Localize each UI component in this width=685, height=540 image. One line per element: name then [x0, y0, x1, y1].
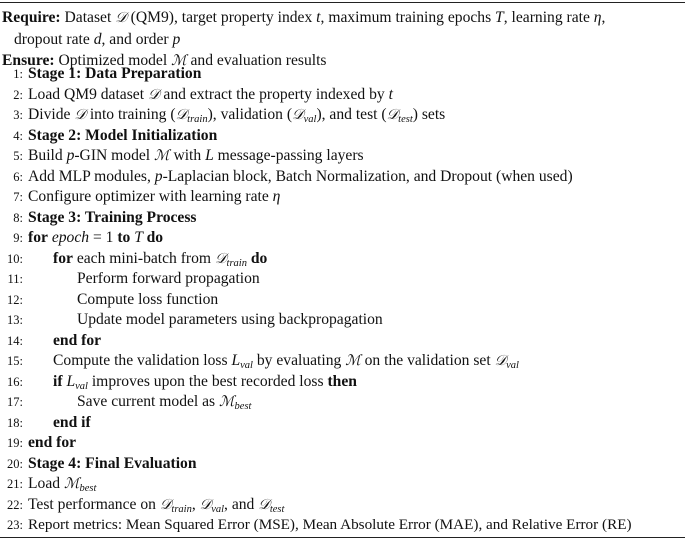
line-number: 13:: [7, 313, 23, 327]
ensure-text: Optimized model: [58, 52, 172, 69]
step-line: [0, 413, 685, 434]
line-number: 20:: [7, 456, 23, 471]
step-text: for each mini-batch from 𝒟$_{train}$ do: [53, 249, 268, 269]
step-line: [0, 228, 685, 249]
line-number: 3:: [13, 108, 23, 122]
step-text: Configure optimizer with learning rate η: [28, 188, 281, 205]
step-line: [0, 454, 685, 475]
order-symbol: p: [172, 31, 181, 48]
line-number: 12:: [7, 292, 23, 307]
step-text: Load QM9 dataset 𝒟 and extract the property indexed by t: [28, 85, 393, 103]
ensure-label: Ensure:: [2, 52, 55, 69]
step-line: [0, 290, 685, 311]
step-line: [0, 269, 685, 290]
bottom-rule: [0, 537, 685, 538]
line-number: 5:: [13, 149, 23, 163]
ensure-text: and evaluation results: [186, 52, 327, 69]
step-line: [0, 495, 685, 516]
step-text: Compute the validation loss $L_{val}$ by evaluating ℳ on the validation set 𝒟$_{val}$: [53, 352, 519, 371]
step-text: Build p-GIN model ℳ with L message-passing layers: [28, 147, 364, 164]
target-index-symbol: t: [316, 9, 321, 26]
keyword-end-if: end if: [53, 413, 91, 431]
epochs-symbol: T: [495, 9, 504, 26]
stage-heading: Stage 3: Training Process: [28, 208, 197, 226]
step-line: [0, 208, 685, 229]
step-line: [0, 249, 685, 270]
line-number: 9:: [13, 231, 23, 245]
step-text: Update model parameters using backpropagation: [77, 311, 383, 328]
stage-heading: Stage 2: Model Initialization: [28, 126, 218, 144]
step-text: Perform forward propagation: [77, 270, 260, 287]
line-number: 8:: [13, 210, 23, 225]
dropout-symbol: d: [93, 31, 102, 48]
stage-heading: Stage 4: Final Evaluation: [28, 454, 197, 472]
line-number: 19:: [7, 436, 23, 450]
line-number: 14:: [7, 333, 23, 348]
line-number: 1:: [13, 67, 23, 81]
line-number: 15:: [7, 354, 23, 368]
line-number: 22:: [7, 497, 23, 512]
step-text: Compute loss function: [77, 290, 219, 308]
step-line: [0, 187, 685, 208]
require-text: , and order: [101, 31, 173, 48]
dataset-symbol: 𝒟: [115, 10, 127, 26]
require-line-2: [2, 29, 682, 50]
step-line: [0, 392, 685, 413]
require-text: (QM9), target property index: [126, 9, 317, 26]
step-text: Test performance on 𝒟$_{train}$, 𝒟$_{val}$, and 𝒟$_{test}$: [28, 495, 285, 515]
step-line: [0, 85, 685, 106]
step-text: Load ℳ$_{best}$: [28, 475, 97, 494]
line-number: 18:: [7, 415, 23, 430]
step-line: [0, 126, 685, 147]
keyword-end-for: end for: [53, 331, 102, 349]
stage-heading: Stage 1: Data Preparation: [28, 65, 202, 82]
step-text: if $L_{val}$ improves upon the best recorded loss then: [53, 372, 357, 392]
keyword-end-for: end for: [28, 434, 77, 451]
line-number: 17:: [7, 395, 23, 409]
step-text: Save current model as ℳ$_{best}$: [77, 393, 252, 412]
step-line: [0, 474, 685, 495]
require-text: , learning rate: [503, 9, 594, 26]
step-text: for epoch = 1 to T do: [28, 229, 164, 246]
require-text: ,: [601, 9, 606, 26]
line-number: 4:: [13, 128, 23, 143]
step-text: Report metrics: Mean Squared Error (MSE), Mean Absolute Error (MAE), and Relative Error (RE): [28, 516, 632, 533]
line-number: 11:: [7, 272, 23, 286]
line-number: 16:: [7, 374, 23, 389]
step-line: [0, 105, 685, 126]
line-number: 7:: [13, 190, 23, 204]
step-line: [0, 351, 685, 372]
algorithm-steps: [0, 64, 685, 536]
step-line: [0, 64, 685, 85]
require-line: [2, 7, 682, 29]
step-text: Add MLP modules, p-Laplacian block, Batch Normalization, and Dropout (when used): [28, 167, 573, 185]
step-line: [0, 331, 685, 352]
line-number: 21:: [7, 477, 23, 491]
step-line: [0, 146, 685, 167]
step-line: [0, 310, 685, 331]
require-text: Dataset: [64, 9, 116, 26]
step-line: [0, 515, 685, 536]
line-number: 2:: [13, 87, 23, 102]
step-line: [0, 167, 685, 188]
top-rule: [0, 2, 685, 3]
algorithm-header: [2, 7, 682, 72]
line-number: 6:: [13, 169, 23, 184]
line-number: 23:: [7, 518, 23, 532]
require-text: dropout rate: [14, 31, 94, 48]
line-number: 10:: [7, 251, 23, 266]
step-line: [0, 433, 685, 454]
learning-rate-symbol: η: [593, 9, 602, 26]
require-label: Require:: [2, 9, 61, 26]
require-text: , maximum training epochs: [320, 9, 496, 26]
step-text: Divide 𝒟 into training (𝒟$_{train}$), validation (𝒟$_{val}$), and test (𝒟$_{test}$) sets: [28, 106, 446, 125]
model-symbol: ℳ: [171, 53, 187, 69]
step-line: [0, 372, 685, 393]
